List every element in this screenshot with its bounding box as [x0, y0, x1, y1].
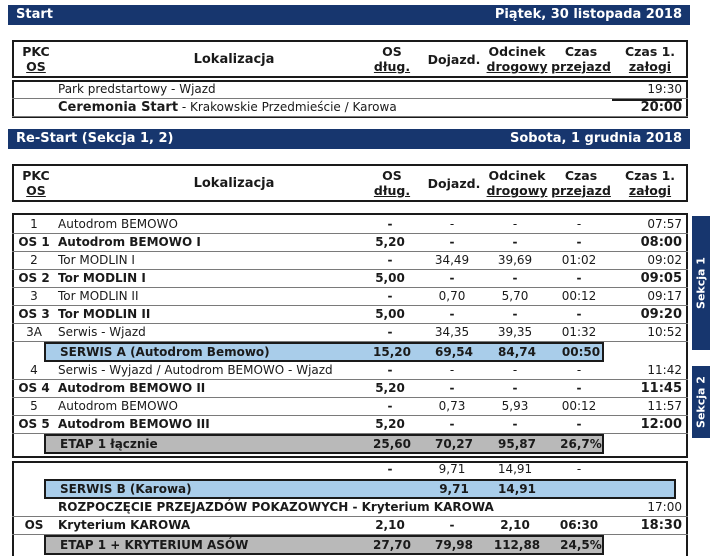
- hdr-odcinek: Odcinek drogowy: [486, 44, 548, 74]
- cell-czas-zalogi: 17:00: [647, 500, 682, 514]
- cell-czas-zalogi: 07:57: [647, 217, 682, 231]
- cell-odcinek: 95,87: [498, 437, 536, 451]
- cell-dojazd: -: [449, 217, 455, 231]
- cell-os: 5,20: [375, 381, 405, 395]
- cell-odcinek: 2,10: [500, 518, 530, 532]
- cell-lokalizacja: Tor MODLIN I: [58, 271, 146, 285]
- start-bar: [8, 5, 690, 25]
- hdr-os: OS dług.: [373, 44, 411, 74]
- cell-dojazd: 9,71: [439, 482, 469, 496]
- cell-pkc: 3: [30, 289, 38, 303]
- cell-czas-zalogi: 08:00: [640, 235, 682, 250]
- cell-lokalizacja: ROZPOCZĘCIE PRZEJAZDÓW POKAZOWYCH - Kryterium KAROWA: [58, 500, 494, 514]
- cell-lokalizacja: Tor MODLIN II: [58, 289, 139, 303]
- table-row: [12, 362, 688, 380]
- cell-pkc: 5: [30, 399, 38, 413]
- cell-czas: 00:50: [561, 345, 601, 359]
- cell-czas-zalogi: 09:17: [647, 289, 682, 303]
- cell-os: -: [387, 217, 393, 231]
- restart-header: [12, 164, 688, 202]
- table-row: [12, 252, 688, 270]
- cell-dojazd: -: [449, 518, 455, 532]
- cell-czas: 00:12: [561, 289, 597, 303]
- table-row: [12, 234, 688, 252]
- cell-czas-zalogi: 11:45: [640, 381, 682, 396]
- table-row: [12, 461, 688, 479]
- cell-dojazd: 70,27: [435, 437, 473, 451]
- cell-lokalizacja: Kryterium KAROWA: [58, 518, 191, 532]
- cell-lokalizacja: Serwis - Wjazd: [58, 325, 146, 339]
- cell-os: 5,20: [375, 417, 405, 431]
- cell-pkc: 4: [30, 363, 38, 377]
- cell-czas-zalogi: 09:20: [640, 307, 682, 322]
- table-row: [12, 324, 688, 342]
- cell-lokalizacja: SERWIS A (Autodrom Bemowo): [60, 345, 270, 359]
- cell-os: -: [387, 363, 393, 377]
- restart-bar: [8, 129, 690, 149]
- cell-lokalizacja: Autodrom BEMOWO: [58, 217, 178, 231]
- cell-pkc: 3A: [26, 325, 42, 339]
- cell-os: -: [387, 462, 393, 476]
- cell-os: 15,20: [373, 345, 411, 359]
- cell-lokalizacja: Autodrom BEMOWO III: [58, 417, 210, 431]
- hdr-czas1: Czas 1. załogi: [624, 44, 676, 74]
- cell-odcinek: 39,35: [497, 325, 533, 339]
- cell-odcinek: -: [512, 271, 518, 285]
- cell-dojazd: -: [449, 417, 455, 431]
- cell-czas: 01:02: [561, 253, 597, 267]
- cell-os: 27,70: [373, 538, 411, 552]
- cell-czas: -: [576, 235, 582, 249]
- hdr2-czas1: Czas 1. załogi: [624, 168, 676, 198]
- cell-odcinek: -: [512, 417, 518, 431]
- cell-czas-zalogi: 09:05: [640, 271, 682, 286]
- side-tab-sekcja-1[interactable]: Sekcja 1: [692, 216, 710, 350]
- table-row: [12, 398, 688, 416]
- table-row: [44, 535, 604, 555]
- cell-lokalizacja: SERWIS B (Karowa): [60, 482, 192, 496]
- cell-dojazd: 79,98: [435, 538, 473, 552]
- cell-os: 5,20: [375, 235, 405, 249]
- table-row: [12, 517, 688, 535]
- hdr2-czas: Czas przejazd: [551, 168, 611, 198]
- cell-pkc: 1: [30, 217, 38, 231]
- cell-czas: -: [576, 217, 582, 231]
- cell-pkc: OS 2: [18, 271, 50, 285]
- cell-czas: 01:32: [561, 325, 597, 339]
- cell-pkc: OS 5: [18, 417, 50, 431]
- cell-odcinek: 39,69: [497, 253, 533, 267]
- side-tab-sekcja-2[interactable]: Sekcja 2: [692, 366, 710, 438]
- cell-lokalizacja: Serwis - Wyjazd / Autodrom BEMOWO - Wjazd: [58, 363, 333, 377]
- cell-odcinek: -: [512, 217, 518, 231]
- cell-lokalizacja: Autodrom BEMOWO II: [58, 381, 206, 395]
- cell-czas: -: [576, 363, 582, 377]
- cell-odcinek: 5,93: [501, 399, 529, 413]
- cell-odcinek: -: [512, 381, 518, 395]
- cell-czas-zalogi: 19:30: [647, 82, 682, 96]
- cell-czas: -: [576, 462, 582, 476]
- cell-pkc: OS 1: [18, 235, 50, 249]
- hdr2-pkc: PKC OS: [22, 168, 50, 198]
- table-row: [12, 288, 688, 306]
- cell-os: 2,10: [375, 518, 405, 532]
- cell-czas: -: [576, 417, 582, 431]
- cell-lokalizacja: Autodrom BEMOWO I: [58, 235, 201, 249]
- table-row: [12, 99, 688, 117]
- cell-czas-zalogi: 20:00: [612, 99, 682, 115]
- cell-dojazd: 9,71: [438, 462, 466, 476]
- cell-odcinek: 5,70: [501, 289, 529, 303]
- restart-title: Re-Start (Sekcja 1, 2): [16, 131, 174, 146]
- table-row: [44, 479, 676, 499]
- hdr2-os: OS dług.: [373, 168, 411, 198]
- cell-lokalizacja: ETAP 1 łącznie: [60, 437, 158, 451]
- restart-date: Sobota, 1 grudnia 2018: [509, 131, 682, 146]
- cell-czas: 24,5%: [560, 538, 602, 552]
- hdr-czas: Czas przejazd: [551, 44, 611, 74]
- cell-os: -: [387, 289, 393, 303]
- cell-czas: -: [576, 381, 582, 395]
- cell-os: 25,60: [373, 437, 411, 451]
- cell-dojazd: 34,35: [434, 325, 470, 339]
- cell-lokalizacja: Park predstartowy - Wjazd: [58, 82, 216, 96]
- cell-os: -: [387, 399, 393, 413]
- cell-os: 5,00: [375, 307, 405, 321]
- cell-os: -: [387, 325, 393, 339]
- cell-odcinek: -: [512, 235, 518, 249]
- cell-czas: -: [576, 271, 582, 285]
- cell-dojazd: -: [449, 235, 455, 249]
- table-row: [12, 380, 688, 398]
- cell-czas-zalogi: 12:00: [640, 417, 682, 432]
- cell-czas-zalogi: 11:42: [647, 363, 682, 377]
- cell-czas: 00:12: [561, 399, 597, 413]
- hdr-dojazd: Dojazd.: [427, 52, 481, 67]
- cell-dojazd: 34,49: [434, 253, 470, 267]
- cell-os: -: [387, 253, 393, 267]
- cell-lokalizacja: Tor MODLIN I: [58, 253, 135, 267]
- cell-odcinek: -: [512, 363, 518, 377]
- hdr2-dojazd: Dojazd.: [427, 176, 481, 191]
- cell-czas-zalogi: 11:57: [647, 399, 682, 413]
- cell-odcinek: 14,91: [498, 482, 536, 496]
- cell-dojazd: -: [449, 271, 455, 285]
- cell-dojazd: -: [449, 307, 455, 321]
- cell-odcinek: 84,74: [498, 345, 536, 359]
- table-row: [12, 306, 688, 324]
- cell-dojazd: 0,73: [438, 399, 466, 413]
- hdr2-lokalizacja: Lokalizacja: [193, 176, 275, 191]
- table-row: [12, 216, 688, 234]
- cell-czas: 26,7%: [560, 437, 602, 451]
- cell-pkc: 2: [30, 253, 38, 267]
- hdr-lokalizacja: Lokalizacja: [193, 52, 275, 67]
- cell-dojazd: -: [449, 363, 455, 377]
- cell-lokalizacja: Ceremonia Start - Krakowskie Przedmieście / Karowa: [58, 100, 397, 115]
- table-row: [44, 342, 604, 362]
- cell-dojazd: 69,54: [435, 345, 473, 359]
- cell-czas: 06:30: [559, 518, 599, 532]
- cell-czas-zalogi: 10:52: [647, 325, 682, 339]
- hdr-pkc: PKC OS: [22, 44, 50, 74]
- cell-czas-zalogi: 18:30: [640, 518, 682, 533]
- table-row: [44, 434, 604, 454]
- cell-lokalizacja: Autodrom BEMOWO: [58, 399, 178, 413]
- cell-pkc: OS 4: [18, 381, 50, 395]
- table-row: [12, 270, 688, 288]
- hdr2-odcinek: Odcinek drogowy: [486, 168, 548, 198]
- cell-odcinek: -: [512, 307, 518, 321]
- cell-os: 5,00: [375, 271, 405, 285]
- table-row: [12, 81, 688, 99]
- cell-czas-zalogi: 09:02: [647, 253, 682, 267]
- cell-czas: -: [576, 307, 582, 321]
- start-title: Start: [16, 7, 53, 22]
- cell-lokalizacja: ETAP 1 + KRYTERIUM ASÓW: [60, 538, 249, 552]
- cell-lokalizacja: Tor MODLIN II: [58, 307, 151, 321]
- cell-dojazd: -: [449, 381, 455, 395]
- cell-odcinek: 14,91: [497, 462, 533, 476]
- cell-odcinek: 112,88: [493, 538, 541, 552]
- start-date: Piątek, 30 listopada 2018: [494, 7, 682, 22]
- table-row: [12, 499, 688, 517]
- cell-pkc: OS 3: [18, 307, 50, 321]
- start-header: [12, 40, 688, 78]
- cell-dojazd: 0,70: [438, 289, 466, 303]
- table-row: [12, 416, 688, 434]
- cell-pkc: OS: [24, 518, 44, 532]
